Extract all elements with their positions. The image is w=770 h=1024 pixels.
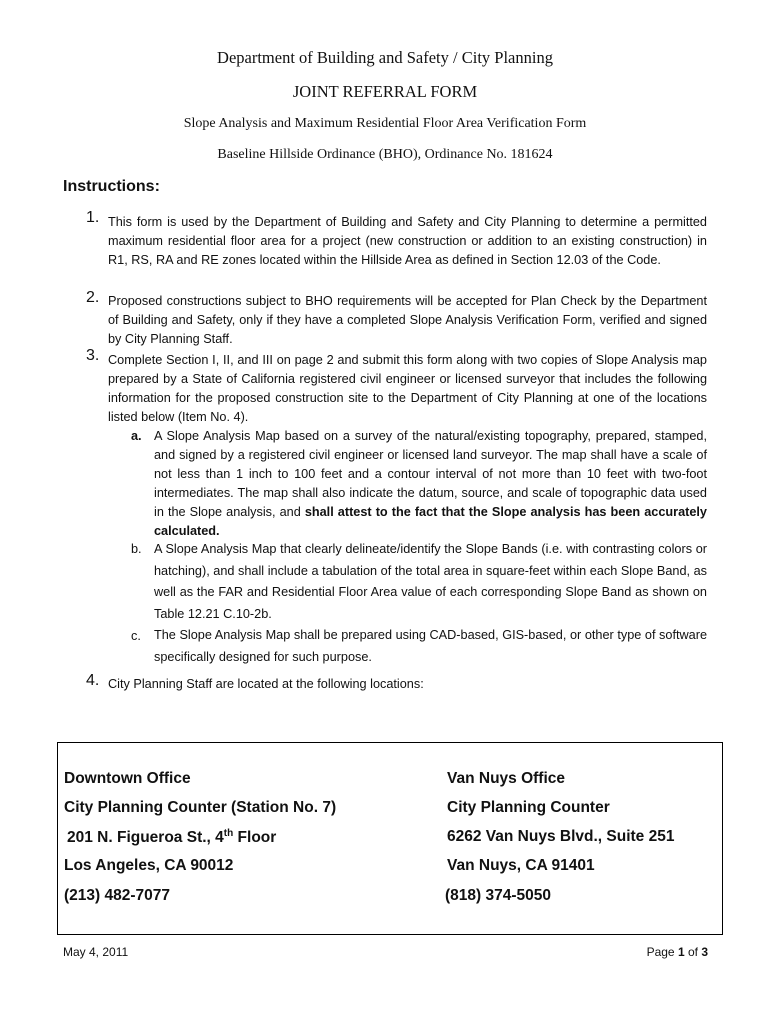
footer-date: May 4, 2011	[63, 945, 129, 959]
sub-item-letter: a.	[131, 429, 142, 443]
form-subtitle: Slope Analysis and Maximum Residential Floor Area Verification Form	[183, 116, 587, 131]
instructions-heading: Instructions:	[63, 178, 160, 195]
downtown-office-counter: City Planning Counter (Station No. 7)	[64, 799, 337, 816]
vannuys-office-counter: City Planning Counter	[447, 799, 610, 816]
vannuys-office-name: Van Nuys Office	[447, 770, 566, 787]
instruction-item-1: This form is used by the Department of Building and Safety and City Planning to determine a permitted maximum residential floor area for a project (new construction or addition to an existing construction) in R1, RS, RA and RE zones located within the Hillside Area as defined in Section 12.03 of the Code.	[108, 215, 707, 267]
form-title: JOINT REFERRAL FORM	[292, 82, 478, 101]
department-heading: Department of Building and Safety / City Planning	[217, 48, 553, 67]
page-number: Page 1 of 3	[646, 945, 708, 959]
item-number: 3.	[86, 347, 100, 364]
sub-item-letter: c.	[131, 629, 141, 643]
downtown-office-address: 201 N. Figueroa St., 4th Floor	[67, 828, 277, 846]
downtown-office-city: Los Angeles, CA 90012	[64, 857, 234, 874]
sub-item-letter: b.	[131, 542, 142, 556]
sub-item-c: The Slope Analysis Map shall be prepared using CAD-based, GIS-based, or other type of software specifically designed for such purpose.	[154, 628, 707, 664]
item-number: 2.	[86, 289, 100, 306]
instruction-item-3: Complete Section I, II, and III on page 2 and submit this form along with two copies of Slope Analysis map prepared by a State of California registered civil engineer or licensed surveyor that includes the following information for the proposed construction site to the Department of City Planning at one of the locations listed below (Item No. 4).	[108, 353, 707, 424]
item-number: 1.	[86, 209, 100, 226]
office-locations-box	[57, 742, 723, 935]
instruction-item-4: City Planning Staff are located at the following locations:	[108, 677, 424, 691]
ordinance-line: Baseline Hillside Ordinance (BHO), Ordinance No. 181624	[217, 147, 553, 162]
instruction-item-2: Proposed constructions subject to BHO requirements will be accepted for Plan Check by the Department of Building and Safety, only if they have a completed Slope Analysis Verification Form, verified and signed by City Planning Staff.	[108, 294, 707, 346]
sub-item-b: A Slope Analysis Map that clearly delineate/identify the Slope Bands (i.e. with contrasting colors or hatching), and shall include a tabulation of the total area in square-feet within each Slope Band, as well as the FAR and Residential Floor Area value of each corresponding Slope Band as shown on Table 12.21 C.10-2b.	[154, 542, 707, 621]
vannuys-office-city: Van Nuys, CA 91401	[447, 857, 595, 874]
downtown-office-phone: (213) 482-7077	[64, 887, 170, 904]
sub-item-a: A Slope Analysis Map based on a survey of the natural/existing topography, prepared, stamped, and signed by a registered civil engineer or licensed land surveyor. The map shall have a scale of not less than 1 inch to 100 feet and a contour interval of not more than 10 feet with two-foot intermediates. The map shall also indicate the datum, source, and scale of topographic data used in the Slope analysis, and shall attest to the fact that the Slope analysis has been accurately calculated.	[154, 429, 707, 538]
item-number: 4.	[86, 672, 100, 689]
vannuys-office-phone: (818) 374-5050	[445, 887, 551, 904]
downtown-office-name: Downtown Office	[64, 770, 191, 787]
vannuys-office-address: 6262 Van Nuys Blvd., Suite 251	[447, 828, 675, 845]
